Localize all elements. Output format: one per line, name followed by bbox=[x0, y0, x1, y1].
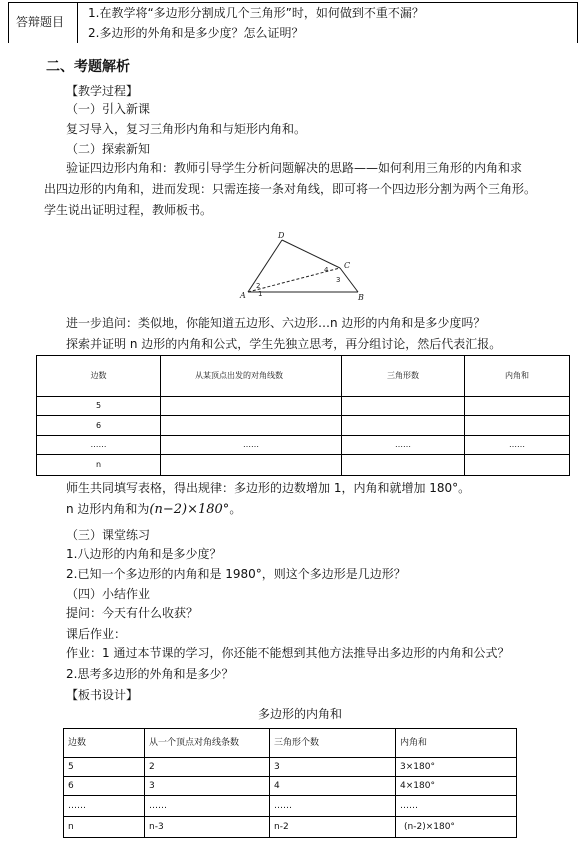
question-1: 1.在教学将“多边形分割成几个三角形”时，如何做到不重不漏？ bbox=[88, 6, 424, 20]
formula-line bbox=[66, 500, 241, 519]
part2-title: （二）探索新知 bbox=[66, 142, 151, 156]
table-row bbox=[37, 455, 570, 476]
table-cell bbox=[342, 416, 465, 436]
formula-prefix: n 边形内角和为 bbox=[66, 502, 150, 516]
table-cell: …… bbox=[342, 436, 465, 455]
part3-title: （三）课堂练习 bbox=[66, 528, 151, 542]
rule-text: 师生共同填写表格，得出规律：多边形的边数增加 1，内角和就增加 180°。 bbox=[66, 481, 471, 495]
table-cell: n bbox=[37, 455, 161, 476]
table-row bbox=[37, 397, 570, 416]
table-row bbox=[37, 416, 570, 436]
table-row bbox=[64, 777, 517, 796]
table-header-cell: 从某顶点出发的对角线数 bbox=[161, 356, 342, 397]
table-cell bbox=[465, 455, 570, 476]
followup-question: 进一步追问：类似地，你能知道五边形、六边形…n 边形的内角和是多少度吗？ bbox=[66, 316, 486, 330]
side-cb bbox=[340, 268, 358, 292]
section-title: 二、考题解析 bbox=[46, 59, 130, 75]
part1-title: （一）引入新课 bbox=[66, 102, 151, 116]
table-header-cell: 从一个顶点对角线条数 bbox=[145, 729, 270, 758]
table-header-cell: 边数 bbox=[64, 729, 145, 758]
table-header-row bbox=[37, 356, 570, 397]
part2-para-line2: 出四边形的内角和，进而发现：只需连接一条对角线，即可将一个四边形分割为两个三角形。 bbox=[44, 182, 537, 196]
part4-homework-title: 课后作业： bbox=[66, 627, 127, 641]
table-cell: …… bbox=[161, 436, 342, 455]
table-row bbox=[37, 436, 570, 455]
table-header-cell: 内角和 bbox=[465, 356, 570, 397]
table-cell: 6 bbox=[37, 416, 161, 436]
table-row bbox=[64, 796, 517, 817]
table-cell: 5 bbox=[37, 397, 161, 416]
angle-4: 4 bbox=[324, 266, 329, 274]
table-header-row bbox=[64, 729, 517, 758]
part4-ask: 提问：今天有什么收获？ bbox=[66, 606, 199, 620]
part1-text: 复习导入，复习三角形内角和与矩形内角和。 bbox=[66, 122, 307, 136]
table-cell bbox=[161, 416, 342, 436]
table-cell: 4×180° bbox=[396, 777, 517, 796]
table-row bbox=[64, 817, 517, 838]
quadrilateral-figure bbox=[228, 230, 376, 302]
board-design-heading: 【板书设计】 bbox=[66, 688, 139, 702]
table-cell: 2 bbox=[145, 758, 270, 777]
table-cell: (n-2)×180° bbox=[396, 817, 517, 838]
table-cell: 3 bbox=[270, 758, 396, 777]
table-header-cell: 三角形数 bbox=[342, 356, 465, 397]
angle-1: 1 bbox=[258, 290, 263, 298]
teaching-process-heading: 【教学过程】 bbox=[66, 84, 139, 98]
label-a: A bbox=[240, 291, 246, 300]
table-cell: …… bbox=[270, 796, 396, 817]
table-header-cell: 内角和 bbox=[396, 729, 517, 758]
label-c: C bbox=[344, 261, 351, 270]
angle-3: 3 bbox=[336, 276, 341, 284]
table-cell bbox=[161, 397, 342, 416]
table-header-cell: 边数 bbox=[37, 356, 161, 397]
table-cell bbox=[465, 416, 570, 436]
table-header-cell: 三角形个数 bbox=[270, 729, 396, 758]
part2-para-line1: 验证四边形内角和：教师引导学生分析问题解决的思路——如何利用三角形的内角和求 bbox=[66, 161, 523, 175]
side-ad bbox=[248, 240, 282, 292]
table-row bbox=[64, 758, 517, 777]
formula-suffix: 。 bbox=[229, 502, 242, 516]
followup-explore: 探索并证明 n 边形的内角和公式，学生先独立思考，再分组讨论，然后代表汇报。 bbox=[66, 337, 502, 351]
side-dc bbox=[282, 240, 340, 268]
box-divider bbox=[77, 3, 78, 43]
board-title: 多边形的内角和 bbox=[258, 707, 343, 721]
table-cell bbox=[161, 455, 342, 476]
part4-title: （四）小结作业 bbox=[66, 587, 151, 601]
table-cell: 5 bbox=[64, 758, 145, 777]
table-cell: n bbox=[64, 817, 145, 838]
table-cell: 6 bbox=[64, 777, 145, 796]
question-2: 2.多边形的外角和是多少度？怎么证明？ bbox=[88, 26, 304, 40]
formula: (n−2)×180° bbox=[149, 502, 230, 517]
part3-q2: 2.已知一个多边形的内角和是 1980°，则这个多边形是几边形？ bbox=[66, 567, 406, 581]
table-cell bbox=[342, 397, 465, 416]
table-cell: n-3 bbox=[145, 817, 270, 838]
table-cell: n-2 bbox=[270, 817, 396, 838]
table-cell: 4 bbox=[270, 777, 396, 796]
table-cell: …… bbox=[145, 796, 270, 817]
table-cell: …… bbox=[37, 436, 161, 455]
part3-q1: 1.八边形的内角和是多少度？ bbox=[66, 547, 222, 561]
board-table bbox=[63, 728, 517, 838]
table-cell bbox=[465, 397, 570, 416]
label-d: D bbox=[278, 231, 285, 240]
part2-para-line3: 学生说出证明过程，教师板书。 bbox=[44, 203, 213, 217]
part4-homework-2: 2.思考多边形的外角和是多少？ bbox=[66, 667, 234, 681]
angle-2: 2 bbox=[256, 282, 261, 290]
table-cell: 3 bbox=[145, 777, 270, 796]
table-cell: 3×180° bbox=[396, 758, 517, 777]
table-cell: …… bbox=[396, 796, 517, 817]
table-cell bbox=[342, 455, 465, 476]
label-b: B bbox=[358, 293, 364, 302]
exploration-table bbox=[36, 355, 570, 476]
part4-homework-1: 作业：1 通过本节课的学习，你还能不能想到其他方法推导出多边形的内角和公式？ bbox=[66, 646, 510, 660]
question-label: 答辩题目 bbox=[16, 15, 65, 29]
table-cell: …… bbox=[465, 436, 570, 455]
table-cell: …… bbox=[64, 796, 145, 817]
